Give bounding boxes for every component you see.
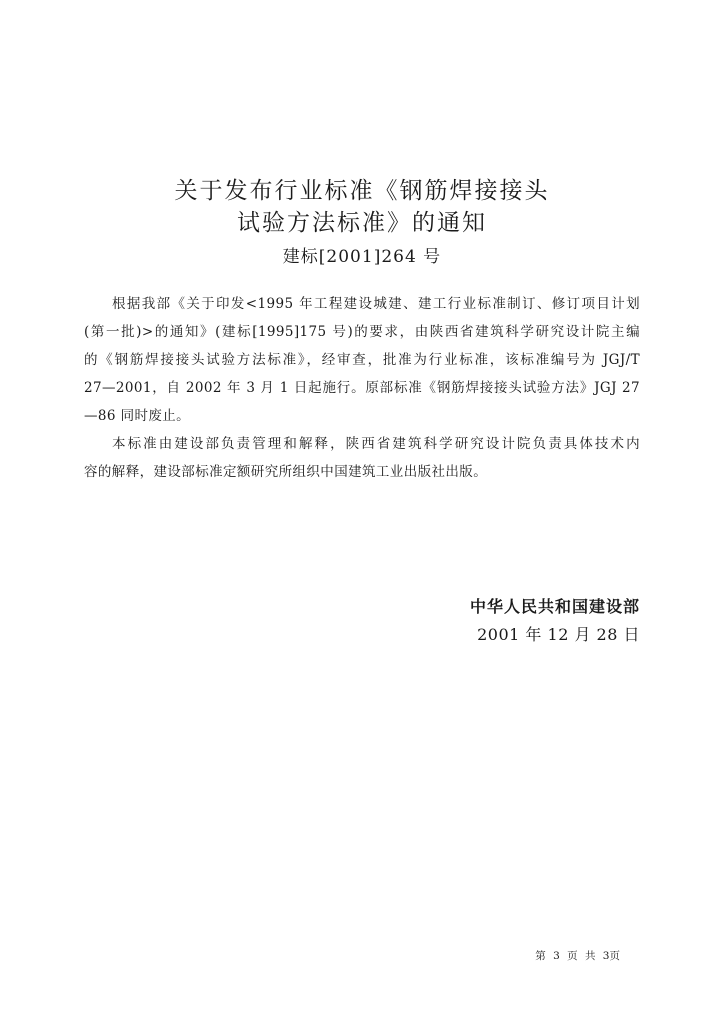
body-line: 根据我部《关于印发<1995 年工程建设城建、建工行业标准制订、修订项目计划 <box>112 296 640 312</box>
issuing-organization: 中华人民共和国建设部 <box>469 597 640 616</box>
notice-body <box>84 290 640 486</box>
body-line: 的《钢筋焊接接头试验方法标准》，经审查，批准为行业标准，该标准编号为 JGJ/T <box>84 352 640 368</box>
body-line: (第一批)>的通知》(建标[1995]175 号)的要求，由陕西省建筑科学研究设计院主编 <box>84 324 640 340</box>
body-line: 27—2001，自 2002 年 3 月 1 日起施行。原部标准《钢筋焊接接头试验方法》JGJ 27 <box>84 380 640 396</box>
issue-date: 2001 年 12 月 28 日 <box>477 625 640 644</box>
notice-title-line-1: 关于发布行业标准《钢筋焊接接头 <box>174 178 550 204</box>
body-line: 容的解释，建设部标准定额研究所组织中国建筑工业出版社出版。 <box>84 464 488 480</box>
notice-title-line-2: 试验方法标准》的通知 <box>237 210 487 236</box>
body-line: 本标准由建设部负责管理和解释，陕西省建筑科学研究设计院负责具体技术内 <box>112 436 640 452</box>
body-line: —86 同时废止。 <box>84 408 191 424</box>
page-footer: 第 3 页 共 3页 <box>535 950 620 962</box>
document-number: 建标[2001]264 号 <box>282 247 442 267</box>
